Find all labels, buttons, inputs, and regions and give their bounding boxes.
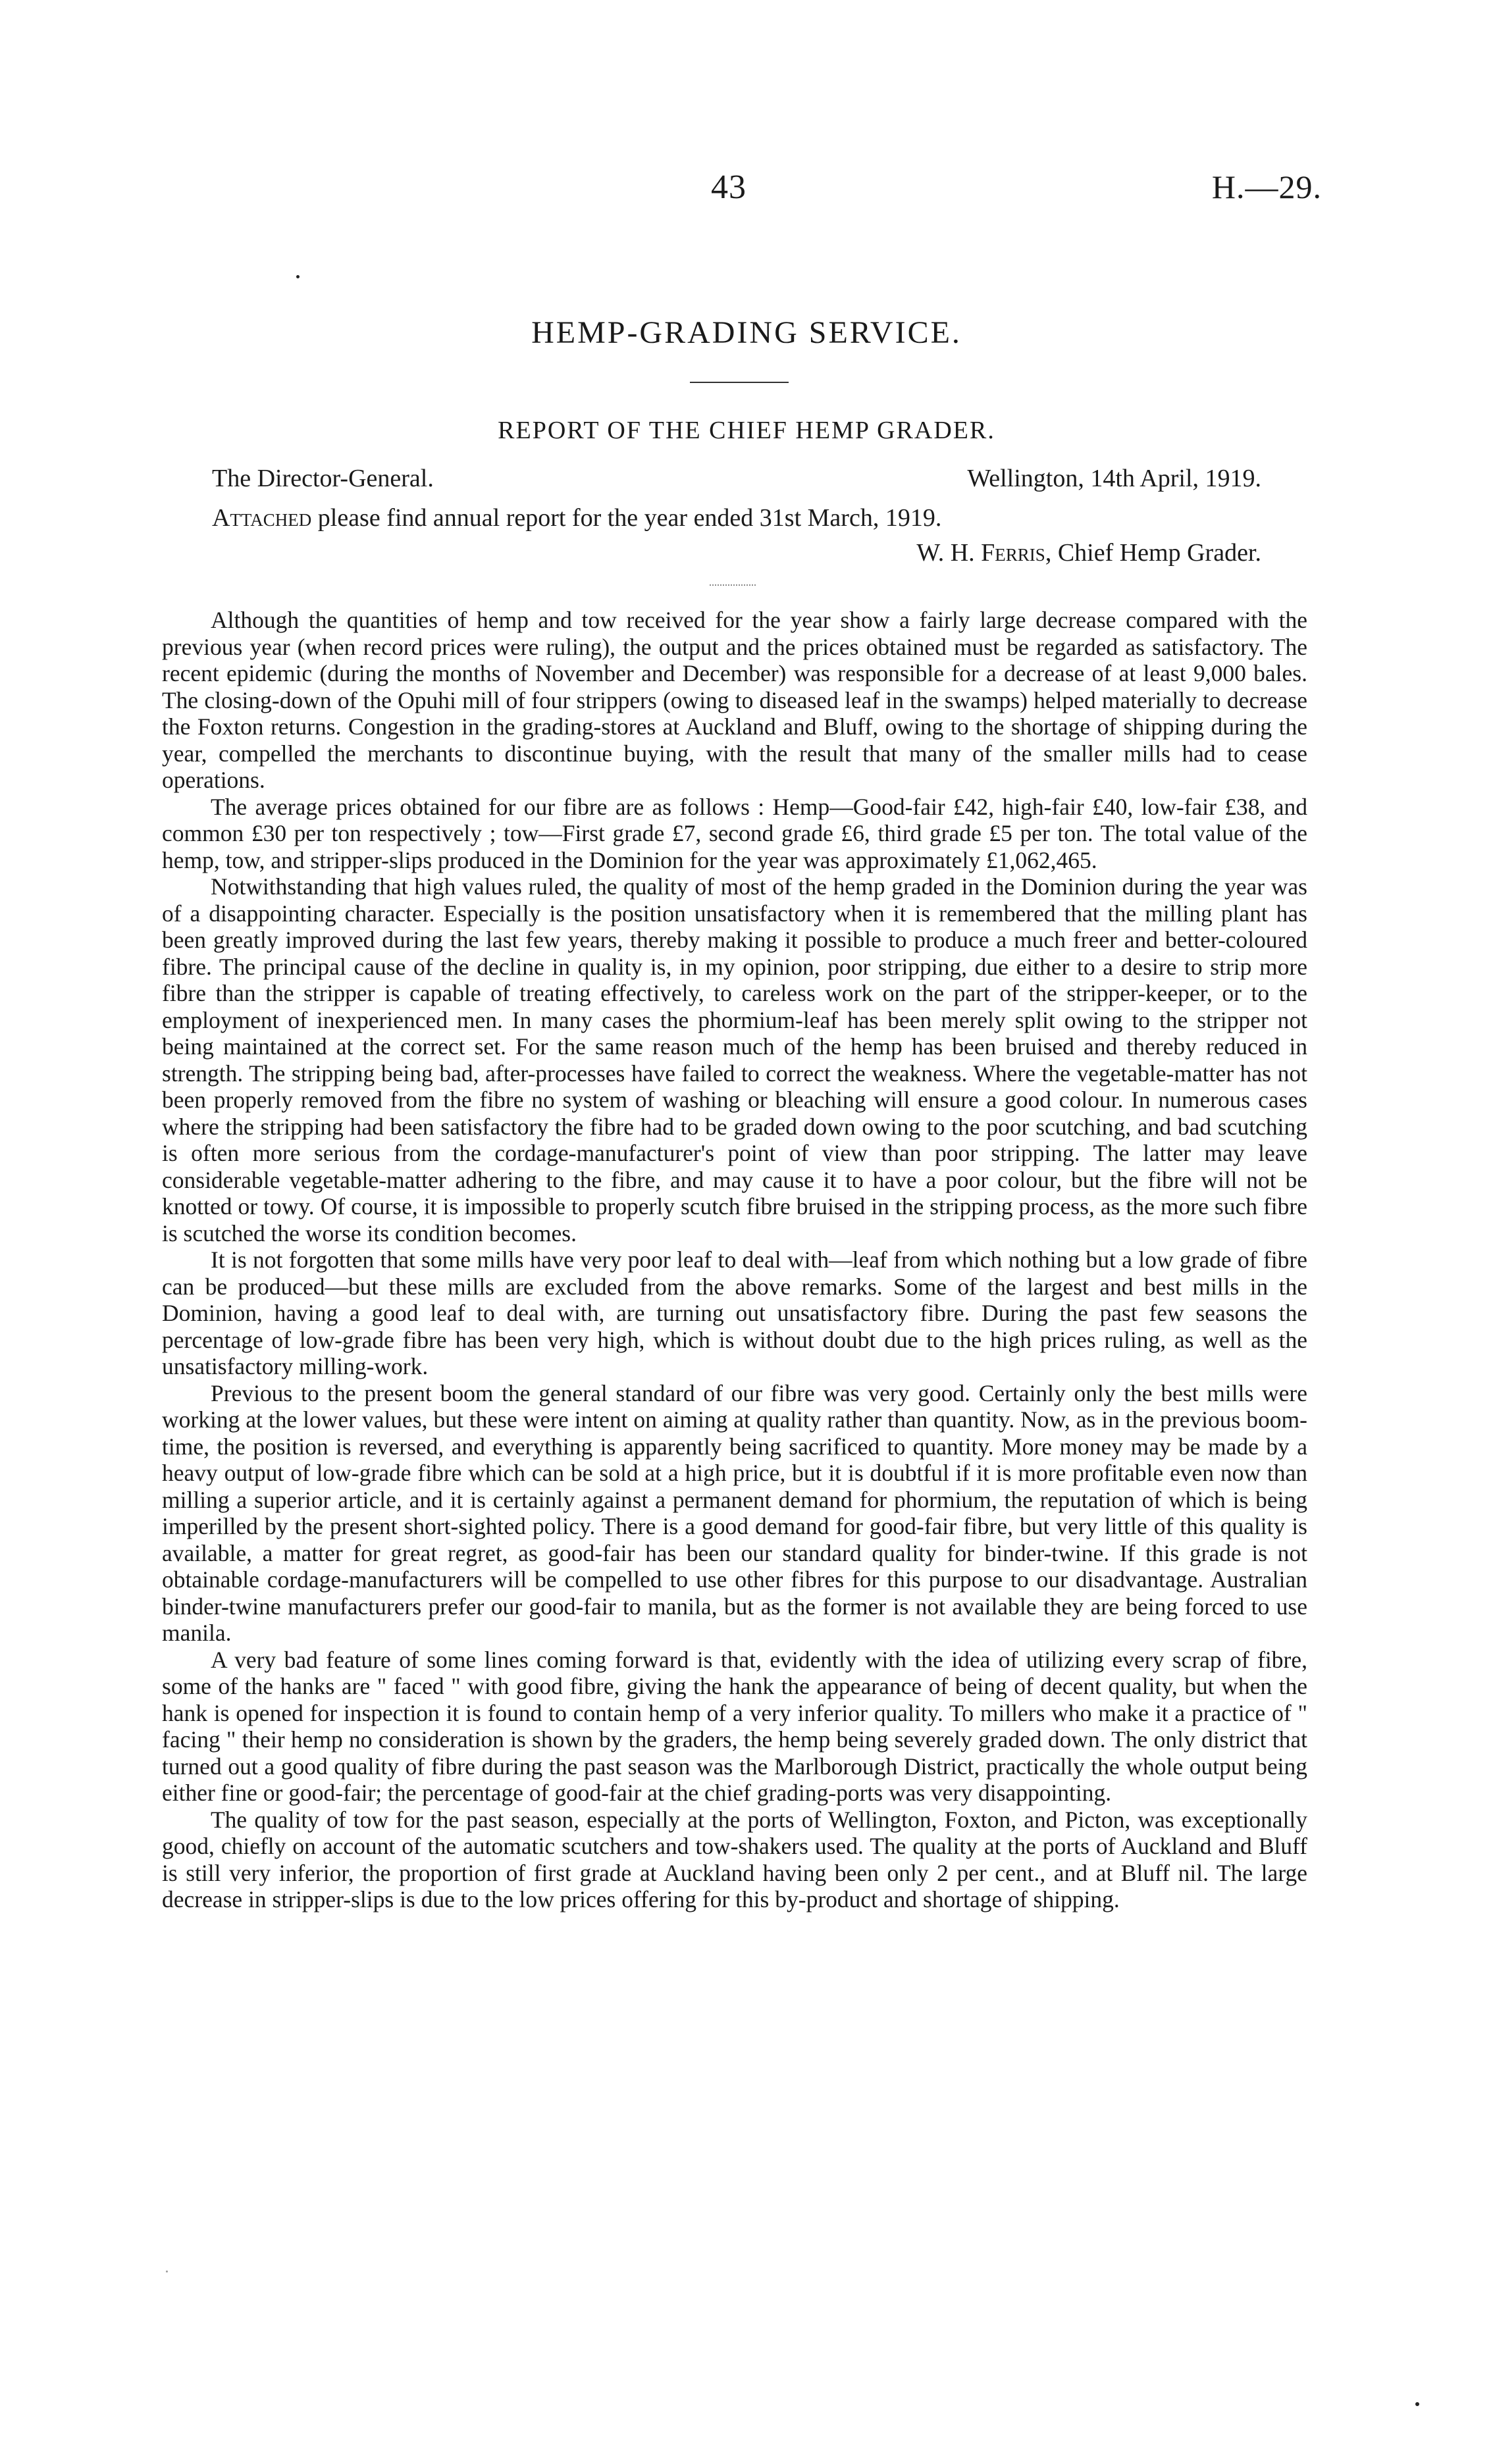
title-divider (690, 382, 789, 383)
report-title: HEMP-GRADING SERVICE. (531, 315, 962, 350)
paragraph-5: Previous to the present boom the general standard of our fibre was very good. Certainly only the best mills were working at the lower values, but these were intent on aiming at quality rather than quantity. Now, as in the previous boom-time, the position is reversed, and everything is apparently being sacrificed to quantity. More money may be made by a heavy output of low-grade fibre which can be sold at a high price, but it is doubtful if it is more profitable even now than milling a superior article, and it is certainly against a permanent demand for phormium, the reputation of which is being imperilled by the present short-sighted policy. There is a good demand for good-fair fibre, but very little of this quality is available, a matter for great regret, as good-fair has been our standard quality for binder-twine. If this grade is not obtainable cordage-manufacturers will be compelled to use other fibres for this purpose to our disadvantage. Australian binder-twine manufacturers prefer our good-fair to manila, but as the former is not available they are being forced to use manila. (162, 1379, 1307, 1646)
paragraph-6: A very bad feature of some lines coming forward is that, evidently with the idea of utilizing every scrap of fibre, some of the hanks are " faced " with good fibre, giving the hank the appearance of being of decent quality, but when the hank is opened for inspection it is found to contain hemp of a very inferior quality. To millers who make it a practice of " facing " their hemp no consideration is shown by the graders, the hemp being severely graded down. The only district that turned out a good quality of fibre during the past season was the Marlborough District, practically the whole output being either fine or good-fair; the percentage of good-fair at the chief grading-ports was very disappointing. (162, 1646, 1307, 1806)
attached-text: please find annual report for the year ended 31st March, 1919. (311, 504, 942, 532)
scan-speck (166, 2271, 168, 2272)
document-reference: H.—29. (1211, 168, 1322, 205)
attached-lead-word: Attached (212, 504, 312, 532)
signature-initials: W. H. (916, 539, 982, 567)
letter-signature (916, 538, 1261, 567)
signature-title: , Chief Hemp Grader. (1045, 539, 1261, 567)
section-divider (710, 584, 756, 586)
paragraph-7: The quality of tow for the past season, especially at the ports of Wellington, Foxton, and Picton, was exceptionally good, chiefly on account of the automatic scutchers and tow-shakers used. The quality at the ports of Auckland and Bluff is still very inferior, the proportion of first grade at Auckland having been only 2 per cent., and at Bluff nil. The large decrease in stripper-slips is due to the low prices offering for this by-product and shortage of shipping. (162, 1806, 1307, 1912)
paragraph-1: Although the quantities of hemp and tow received for the year show a fairly large decrease compared with the previous year (when record prices were ruling), the output and the prices obtained must be regarded as satisfactory. The recent epidemic (during the months of November and December) was responsible for a decrease of at least 9,000 bales. The closing-down of the Opuhi mill of four strippers (owing to diseased leaf in the swamps) helped materially to decrease the Foxton returns. Congestion in the grading-stores at Auckland and Bluff, owing to the shortage of shipping during the year, compelled the merchants to discontinue buying, with the result that many of the smaller mills had to cease operations. (162, 607, 1307, 793)
paragraph-4: It is not forgotten that some mills have very poor leaf to deal with—leaf from which nothing but a low grade of fibre can be produced—but these mills are excluded from the above remarks. Some of the largest and best mills in the Dominion, having a good leaf to deal with, are turning out unsatisfactory fibre. During the past few seasons the percentage of low-grade fibre has been very high, which is without doubt due to the high prices ruling, as well as the unsatisfactory milling-work. (162, 1246, 1307, 1379)
paragraph-2: The average prices obtained for our fibre are as follows : Hemp—Good-fair £42, high-fair £40, low-fair £38, and common £30 per ton respectively ; tow—First grade £7, second grade £6, third grade £5 per ton. The total value of the hemp, tow, and stripper-slips produced in the Dominion for the year was approximately £1,062,465. (162, 793, 1307, 873)
scan-speck (1415, 2402, 1419, 2406)
scan-speck (296, 275, 300, 278)
letter-attached-line (212, 503, 941, 532)
letter-addressee: The Director-General. (212, 465, 434, 492)
report-subtitle: REPORT OF THE CHIEF HEMP GRADER. (498, 417, 995, 444)
page-number: 43 (711, 168, 746, 206)
report-body (162, 607, 1307, 1913)
letter-dateline: Wellington, 14th April, 1919. (967, 465, 1261, 492)
signature-name: Ferris (981, 539, 1045, 567)
paragraph-3: Notwithstanding that high values ruled, the quality of most of the hemp graded in the Dominion during the year was of a disappointing character. Especially is the position unsatisfactory when it is remembered that the milling plant has been greatly improved during the last few years, thereby making it possible to produce a much freer and better-coloured fibre. The principal cause of the decline in quality is, in my opinion, poor stripping, due either to a desire to strip more fibre than the stripper is capable of treating effectively, to careless work on the part of the stripper-keeper, or to the employment of inexperienced men. In many cases the phormium-leaf has been merely split owing to the stripper not being maintained at the correct set. For the same reason much of the hemp has been bruised and thereby reduced in strength. The stripping being bad, after-processes have failed to correct the weakness. Where the vegetable-matter has not been properly removed from the fibre no system of washing or bleaching will ensure a good colour. In numerous cases where the stripping had been satisfactory the fibre had to be graded down owing to the poor scutching, and bad scutching is often more serious from the cordage-manufacturer's point of view than poor stripping. The latter may leave considerable vegetable-matter adhering to the fibre, and may cause it to have a poor colour, but the fibre will not be knotted or towy. Of course, it is impossible to properly scutch fibre bruised in the stripping process, as the more such fibre is scutched the worse its condition becomes. (162, 873, 1307, 1246)
